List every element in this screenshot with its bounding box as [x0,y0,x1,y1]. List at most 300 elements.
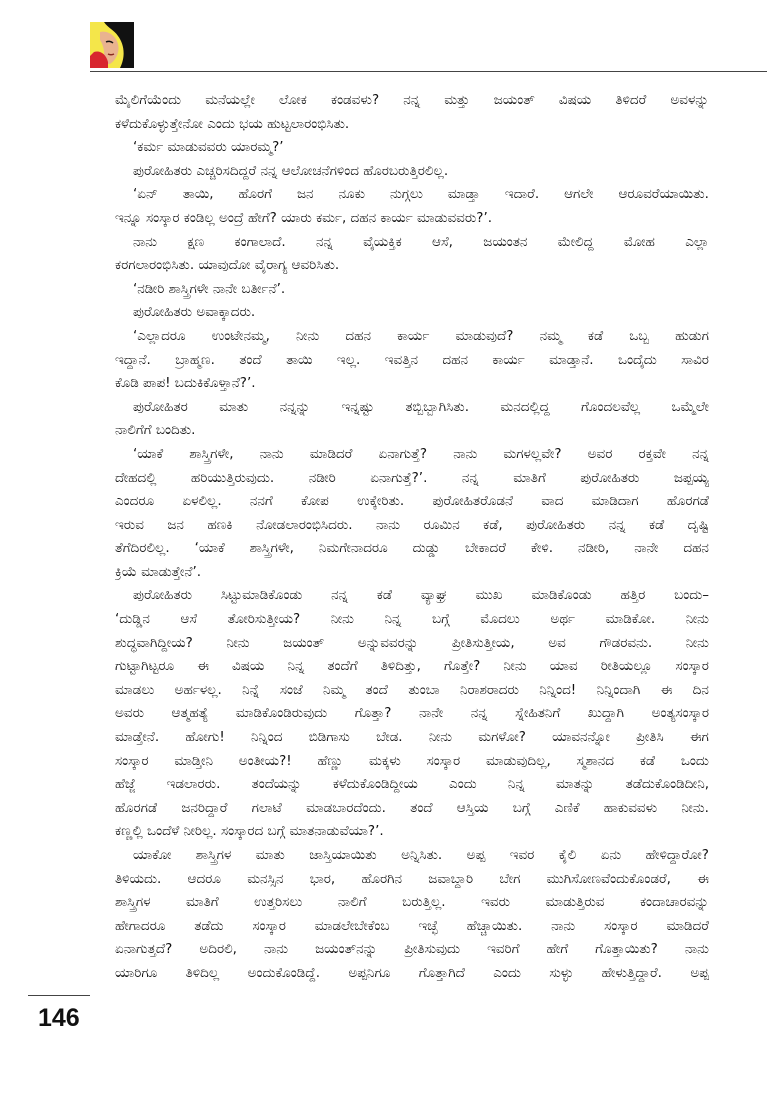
word: ಹೇಳುತ್ತಿದ್ದಾರೆ. [601,964,662,981]
text-line [115,844,709,868]
word: ಯಾರಿಗೂ [115,964,158,981]
word: ಜನರಿದ್ದಾರೆ [181,799,228,816]
word: ಸಂಜೆ [279,681,303,698]
text-line: ಕೊಡಿ ಪಾಪ! ಬದುಕಿಕೊಳ್ತಾನೆ?’. [115,375,256,392]
word: ನೀನು [685,634,709,651]
word: ಮನಸ್ಸಿನ [247,870,284,887]
word: ಸಿಟ್ಟುಮಾಡಿಕೊಂಡು [220,587,303,604]
word: ಕಡೆ [376,587,393,604]
header-rule [90,71,767,72]
word: ಸಾವಿರ [681,351,709,368]
word: ಮಾಡುತ್ತಿರುವ [545,894,605,911]
text-line [115,632,709,656]
word: ಮುಖ [475,587,503,604]
word: ಬೇಡ. [376,729,403,746]
word: ಏನು [600,847,622,863]
word: ಗೊತ್ತಾ? [354,705,392,722]
word: ಹೇಗೆ [546,941,569,958]
word: ಕಡೆ [639,752,656,769]
text-line [115,891,709,915]
word: ತಂದೆ [410,799,433,816]
text-line [115,537,709,561]
word: ನಮ್ಮ [539,327,562,344]
word: ಮೈಲಿಗೆಯೆಂದು [115,92,182,108]
word: ನಿನ್ನೆ [242,681,260,698]
word: ಶಾಸ್ತ್ರಿಗಳ [195,847,232,863]
word: ಬೇಗ [499,870,521,887]
text-line [115,396,709,420]
word: ‘ಏನ್ [133,186,158,203]
word: ವಿಷಯ [558,92,592,108]
word: ಕಾರ್ಯ [492,351,525,368]
word: ತಬ್ಬಿಬ್ಬಾಗಿಸಿತು. [405,398,469,415]
word: ನಿರಾಶರಾದರು [460,681,519,698]
text-line: ‘ಕರ್ಮ ಮಾಡುವವರು ಯಾರಮ್ಮ?’ [133,139,284,156]
word: ನಿಮ್ಮ [323,681,346,698]
word: ಅನ್ನುವವರನ್ನು [357,634,419,651]
word: ನನ್ನ [331,587,348,604]
word: ನೀನು [296,327,320,344]
word: ಈ [197,658,209,675]
text-line [115,443,709,467]
word: ಜಯಂತ್ [493,92,535,108]
word: ಶಾಸ್ತ್ರಿಗಳೇ, [249,540,294,557]
word: ಅಂದುಕೊಂಡಿದ್ದೆ. [247,964,320,981]
word: ನಡೀರಿ, [577,540,610,557]
word: ಜಯಂತ್‌ನನ್ನು [315,941,378,958]
word: ಜಾಸ್ತಿಯಾಯಿತು [309,847,377,863]
word: ಜವಾಬ್ದಾರಿ [428,870,474,887]
word: ಗಲಾಟೆ [251,799,282,816]
word: ಏನಾಗುತ್ತೆ?’. [370,469,428,486]
word: ವಾದ [541,493,564,510]
word: ವ್ಯಾಘ್ರ [420,587,447,604]
word: ಒಂದೈದು [618,351,657,368]
word: ನುಗ್ಗಲು [389,186,423,203]
word: ನಿಮಗೇನಾದರೂ [318,540,388,557]
text-line [115,773,709,797]
word: ಬಿಡಿಗಾಸು [308,729,350,746]
word: ಕಡೆ [587,327,604,344]
word: ನನ್ನನ್ನು [279,398,311,415]
word: ಕಂಗಾಲಾದೆ. [234,233,286,250]
word: ಹೊರಗಡೆ [666,493,709,510]
word: ನಾನು [264,941,289,958]
word: ನಾನು [133,233,158,250]
word: ಅರ್ಹಳಲ್ಲ. [174,681,222,698]
word: ಆಗಲೇ [564,186,594,203]
word: ಮಾಡಿಕೋ. [605,611,656,628]
word: ನಿನ್ನ [384,611,402,628]
word: ಏಳಲಿಲ್ಲ. [182,493,222,510]
word: ಮಾಡುವುದಿಲ್ಲ, [485,752,551,769]
word: ನೀನು [330,611,354,628]
word: ಗೊತ್ತಾಗಿದೆ [418,964,465,981]
text-line: ನಾಲಿಗೆಗೆ ಬಂದಿತು. [115,422,196,439]
word: ಅದಿರಲಿ, [199,941,237,958]
word: ಅವ [548,634,566,651]
text-line: ‘ನಡೀರಿ ಶಾಸ್ತ್ರಿಗಳೇ ನಾನೇ ಬರ್ತೀನೆ’. [133,280,286,297]
word: ಸಂಸ್ಕಾರ [115,752,149,769]
word: ಮಾಡಿದಾಗ [591,493,639,510]
word: ಮಾಡ್ತೇನೆ. [115,729,160,746]
word: ಬರುತ್ತಿಲ್ಲ. [402,894,446,911]
word: ಬೇಕಾದರೆ [465,540,506,557]
word: ಅವರು [115,705,144,722]
word: ಶುದ್ಧವಾಗಿದ್ದೀಯ? [115,634,193,651]
word: ಖುದ್ದಾಗಿ [587,705,625,722]
word: ಮಾಡಲೇಬೇಕೆಂಬ [314,917,390,934]
word: ಮಾಡ್ತಾನೆ. [549,351,594,368]
woman-face-icon [90,22,134,68]
word: ಹೊರಗಿನ [361,870,403,887]
word: ಅಪ್ಪ [466,847,486,863]
word: ಆಸೆ [180,611,198,628]
word: ತೋರಿಸುತ್ತೀಯ? [227,611,301,628]
word: ಮಾತು [219,398,249,415]
text-line [115,231,709,255]
word: ಮಗಳೋ? [478,729,526,746]
text-line [115,679,709,703]
word: ನಾನು [259,445,284,462]
word: ಹರಿಯುತ್ತಿರುವುದು. [190,469,275,486]
word: ಇರುವ [115,516,144,533]
text-line [115,655,709,679]
word: ಎಲ್ಲಾ [685,233,709,250]
footer-rule [28,995,90,996]
word: ಮಗಳಲ್ಲವೇ? [503,445,562,462]
word: ನಿನ್ನಿಂದಾಗಿ [596,681,641,698]
word: ಶಾಸ್ತ್ರಿಗಳೇ, [189,445,234,462]
word: ಕಳೆದುಕೊಂಡಿದ್ದೀಯ [332,776,418,793]
word: ‘ಯಾಕೆ [133,445,164,462]
word: ನೀನು [685,611,709,628]
text-line [115,868,709,892]
word: ತಡೆದುಕೊಂಡಿದೀನಿ, [625,776,709,793]
word: ಆಸೆ, [432,233,453,250]
word: ಏನಾಗುತ್ತದೆ? [115,941,173,958]
word: ಪುರೋಹಿತರ [133,398,188,415]
word: ನನ್ನ [316,233,333,250]
text-line [115,938,709,962]
word: ಕಡೆ [648,516,665,533]
word: ನಾನೇ [634,540,659,557]
word: ತಿಳಿದಿಲ್ಲ [185,964,220,981]
word: ದೇಹದಲ್ಲಿ [115,469,157,486]
word: ಜಯಂತ್ [283,634,325,651]
word: ಹುಡುಗ [675,327,709,344]
word: ಎಂದರೂ [115,493,155,510]
word: ಮಾಡಿಕೊಂಡು [531,587,592,604]
word: ಸ್ಮಶಾನದ [576,752,615,769]
word: ಹತ್ತಿರ [620,587,646,604]
text-line [115,467,709,491]
word: ಮಾತನ್ನು [555,776,595,793]
word: ‘ಯಾಕೆ [194,540,225,557]
word: ಮೇಲಿದ್ದ [557,233,594,250]
word: ನಾಲಿಗೆ [337,894,367,911]
word: ಉಂಟೇನಮ್ಮ, [211,327,270,344]
text-line [115,514,709,538]
word: ವೈಯಕ್ತಿಕ [363,233,402,250]
word: ನಾನು [684,941,709,958]
word: ದುಡ್ಡು [412,540,441,557]
word: ಹೆಣ್ಣು [317,752,344,769]
word: ತುಂಬಾ [408,681,440,698]
word: ಸುಳ್ಳು [549,964,574,981]
word: ಇವತ್ತಿನ [384,351,419,368]
word: ಗೌಡರವನು. [599,634,653,651]
word: ನೀನು [503,658,527,675]
word: ದಿನ [692,681,709,698]
word: ನನ್ನ [608,516,626,533]
word: ಗೊಂದಲವೆಲ್ಲ [581,398,641,415]
word: ಜನ [167,516,184,533]
word: ಯಾವನನ್ನೋ [552,729,610,746]
word: ನಾನು [453,445,478,462]
word: ಇಲ್ಲ. [336,351,361,368]
word: ಮಾಡ್ತಾ [447,186,480,203]
word: ಭಾರ, [309,870,336,887]
word: ತಾಯಿ [286,351,313,368]
word: ತಿಳಿದರೆ [615,92,647,108]
text-line [115,490,709,514]
word: ಮಾಡಿಕೊಂಡಿರುವುದು [235,705,328,722]
word: ಆಸ್ತಿಯ [456,799,489,816]
text-line: ಕ್ರಿಯೆ ಮಾಡುತ್ತೇನೆ’. [115,563,202,580]
page-number: 146 [38,1004,80,1032]
word: ಅಂತೀಯ?! [238,752,292,769]
word: ಗೊತ್ತಾಯಿತು? [595,941,658,958]
word: ತಂದೆ [239,351,262,368]
word: ಈಗ [689,729,709,746]
word: ಹೆಜ್ಜೆ [115,776,136,793]
word: ಗುಟ್ಟಾಗಿಟ್ಟರೂ [115,658,175,675]
word: ಏನಾಗುತ್ತೆ? [378,445,428,462]
text-line [115,750,709,774]
text-line [115,584,709,608]
word: ತಂದೆ [365,681,388,698]
word: ಗೊತ್ತೇ? [443,658,481,675]
word: ಸಂಸ್ಕಾರ [252,917,286,934]
word: ತಂದೆಗೆ [327,658,358,675]
word: ಅಂತ್ಯಸಂಸ್ಕಾರ [651,705,709,722]
word: ‘ಎಲ್ಲಾದರೂ [133,327,186,344]
word: ಪುರೋಹಿತರೊಡನೆ [432,493,514,510]
word: ನೀನು [428,729,453,746]
word: ಮಾಡಲು [115,681,155,698]
word: ಪ್ರೀತಿಸುತ್ತೀಯ, [451,634,515,651]
word: ಮನೆಯಲ್ಲೇ [205,92,255,108]
text-line: ಪುರೋಹಿತರು ಎಚ್ಚರಿಸದಿದ್ದರೆ ನನ್ನ ಆಲೋಚನೆಗಳಿಂದ ಹೊರಬರುತ್ತಿರಲಿಲ್ಲ. [133,162,449,179]
word: ನಿನ್ನಿಂದ! [539,681,577,698]
text-line [115,325,709,349]
word: ಮಾಡಿದರೆ [666,917,709,934]
word: ದಹನ [345,327,371,344]
word: ಮಾತಿಗೆ [186,894,219,911]
word: ಜಪ್ಪಯ್ಯ [673,469,709,486]
word: ಕೋಪ [301,493,329,510]
word: ಪುರೋಹಿತರು [580,469,640,486]
text-line [115,89,709,113]
word: ತಾಯಿ, [182,186,214,203]
word: ನಾನು [376,516,401,533]
word: ಉತ್ತರಿಸಲು [254,894,303,911]
word: ಹೆಚ್ಚಾಯಿತು. [466,917,523,934]
word: ಹೋಗು! [185,729,225,746]
text-line: ಇನ್ನೂ ಸಂಸ್ಕಾರ ಕಂಡಿಲ್ಲ ಅಂದ್ರೆ ಹೇಗೆ? ಯಾರು ಕರ್ಮ, ದಹನ ಕಾರ್ಯ ಮಾಡುವವರು?’. [115,209,493,226]
word: ಕಡೆ, [483,516,503,533]
word: ಉಕ್ಕೇರಿತು. [357,493,405,510]
word: ಒಮ್ಮೆಲೇ [671,398,709,415]
word: ದೃಷ್ಟಿ [687,516,709,533]
word: ಇವರ [509,847,535,863]
word: ಮಾಡ್ತೀನಿ [174,752,213,769]
word: ಹಾಕುವವಳು [603,799,658,816]
word: ಸಂಸ್ಕಾರ [604,917,638,934]
word: ಎಂದು [449,776,477,793]
word: ಕಂಡವಳು? [331,92,380,108]
word: ಜನ [296,186,314,203]
word: ನೋಡಲಾರಂಭಿಸಿದರು. [256,516,353,533]
word: ಹೊರಗಡೆ [115,799,158,816]
word: ಮಾಡಿದರೆ [309,445,353,462]
word: ಈ [660,681,673,698]
word: ಹೊರಗೆ [238,186,273,203]
word: ವಿಷಯ [232,658,265,675]
word: ಮತ್ತು [444,92,470,108]
word: ಇನ್ನಷ್ಟು [341,398,375,415]
text-line [115,349,709,373]
word: ಪುರೋಹಿತರು [133,587,193,604]
word: ಮಾಡುವುದೆ? [455,327,514,344]
word: ಹೇಗಾದರೂ [115,917,166,934]
word: ಕೈಲಿ [558,847,577,863]
word: ಆತ್ಮಹತ್ಯೆ [171,705,209,722]
word: ಬಗ್ಗೆ [512,799,531,816]
word: ಶಾಸ್ತ್ರಿಗಳ [115,894,151,911]
text-line: ಪುರೋಹಿತರು ಅವಾಕ್ಕಾದರು. [133,304,256,321]
word: ಜಯಂತನ [483,233,528,250]
word: ತಿಳಿದಿತ್ತು, [380,658,421,675]
word: ಹೇಳಿದ್ದಾರೋ? [645,847,709,863]
text-line: ಕಳೆದುಕೊಳ್ಳುತ್ತೇನೋ ಎಂದು ಭಯ ಹುಟ್ಟಲಾರಂಭಿಸಿತು. [115,115,350,132]
word: ರೀತಿಯಲ್ಲೂ [600,658,653,675]
word: ಇವರು [481,894,511,911]
word: ನಿನ್ನ [287,658,305,675]
text-line [115,797,709,821]
word: ಯಾವ [549,658,578,675]
word: ಇಡಲಾರರು. [166,776,221,793]
word: ಅವಳನ್ನು [670,92,709,108]
text-line: ಕಣ್ಣಲ್ಲಿ ಒಂದೆಳೆ ನೀರಿಲ್ಲ. ಸಂಸ್ಕಾರದ ಬಗ್ಗೆ ಮಾತನಾಡುವೆಯಾ?’. [115,823,384,840]
word: ಮುಗಿಸೋಣವೆಂದುಕೊಂಡರೆ, [546,870,671,887]
word: ಬಗ್ಗೆ [431,611,450,628]
word: ನಾನೇ [418,705,444,722]
word: ಅಪ್ಪ [690,964,709,981]
word: ತಡೆದು [194,917,224,934]
word: ನನ್ನ [470,705,488,722]
word: ನನ್ನ [403,92,421,108]
word: ಆರೂವರೆಯಾಯಿತು. [618,186,709,203]
word: ಮಕ್ಕಳು [369,752,401,769]
word: ಅವರ [587,445,613,462]
word: ದಹನ [442,351,469,368]
word: ಸ್ನೇಹಿತನಿಗೆ [515,705,561,722]
word: ದಹನ [683,540,709,557]
word: ನನ್ನ [692,445,709,462]
word: ಆದರೂ [187,870,221,887]
word: ಕಾರ್ಯ [397,327,430,344]
word: ಎಣಿಕೆ [554,799,580,816]
word: ರಕ್ತವೇ [638,445,666,462]
word: ಕ್ಷಣ [187,233,205,250]
word: ಪುರೋಹಿತರು [526,516,586,533]
word: ಬಂದು– [674,587,709,604]
publisher-logo [90,22,134,68]
word: ಮಾತು [255,847,285,863]
text-line [115,962,709,986]
word: ನಾನು [551,917,576,934]
word: ನನಗೆ [249,493,273,510]
word: ಒಬ್ಬ [629,327,649,344]
word: ನೂಕು [338,186,365,203]
word: ಬ್ರಾಹ್ಮಣ. [175,351,215,368]
word: ಅನ್ನಿಸಿತು. [401,847,443,863]
word: ನೀನು [226,634,250,651]
text-line [115,702,709,726]
word: ಇದಾರೆ. [504,186,540,203]
word: ಅಪ್ಪನಿಗೂ [348,964,391,981]
text-line [115,726,709,750]
word: ನೀನು. [681,799,709,816]
word: ಮನದಲ್ಲಿದ್ದ [500,398,550,415]
word: ಮೊದಲು [480,611,520,628]
word: ಪ್ರೀತಿಸಿ [636,729,664,746]
word: ಇಚ್ಛೆ [418,917,438,934]
word: ತಂದೆಯನ್ನು [251,776,302,793]
word: ಮಾತಿಗೆ [513,469,546,486]
word: ತೆಗೆದಿರಲಿಲ್ಲ. [115,540,170,557]
word: ಇವರಿಗೆ [487,941,520,958]
word: ಹಣಕಿ [207,516,233,533]
word: ಎಂದು [493,964,521,981]
body-text [115,89,709,986]
word: ಸಂಸ್ಕಾರ [426,752,461,769]
word: ಯಾಕೋ [133,847,172,863]
text-line [115,183,709,207]
word: ನಿನ್ನಿಂದ [250,729,283,746]
word: ಸಂಸ್ಕಾರ [675,658,709,675]
text-line: ಕರಗಲಾರಂಭಿಸಿತು. ಯಾವುದೋ ವೈರಾಗ್ಯ ಆವರಿಸಿತು. [115,257,340,274]
word: ಅರ್ಥ [550,611,576,628]
text-line [115,915,709,939]
text-line [115,608,709,632]
word: ಇದ್ದಾನೆ. [115,351,151,368]
word: ತಿಳಿಯದು. [115,870,162,887]
word: ‘ದುಡ್ಡಿನ [115,611,150,628]
word: ರೂಮಿನ [423,516,460,533]
word: ಒಂದು [680,752,709,769]
word: ಕಂದಾಚಾರವನ್ನು [639,894,709,911]
word: ಈ [697,870,709,887]
word: ಲೋಕ [279,92,307,108]
word: ಮಾಡಬಾರದೆಂದು. [306,799,386,816]
word: ನಡೀರಿ [308,469,336,486]
word: ಕೇಳಿ. [530,540,553,557]
word: ನಿನ್ನ [507,776,525,793]
word: ಮೋಹ [623,233,655,250]
